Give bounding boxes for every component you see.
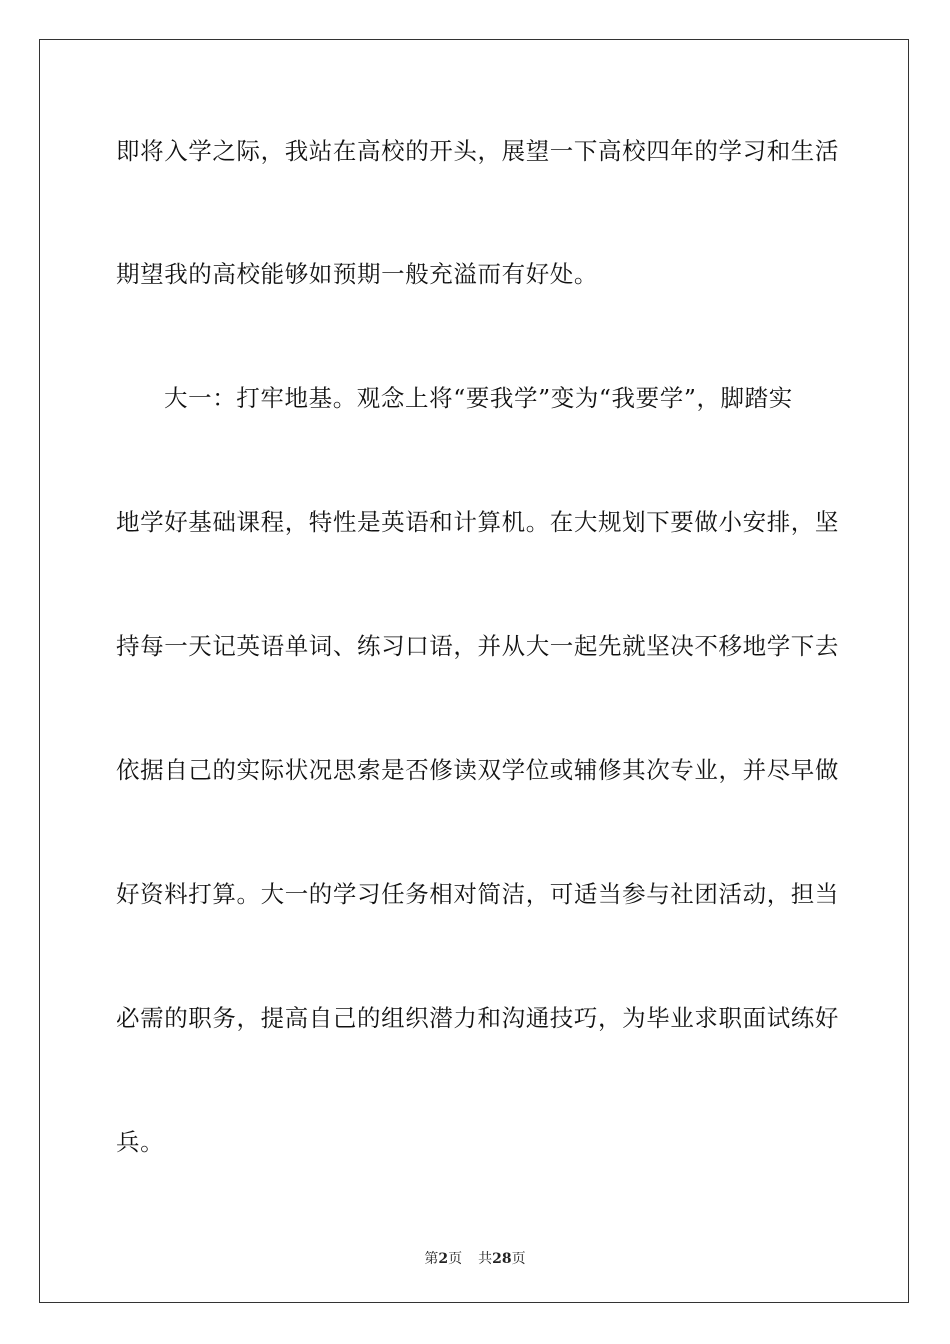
- total-prefix: 共: [478, 1251, 493, 1267]
- body-line-3: 大一：打牢地基。观念上将“要我学”变为“我要学”，脚踏实: [164, 384, 793, 412]
- body-line-7: 好资料打算。大一的学习任务相对简洁，可适当参与社团活动，担当: [116, 880, 839, 908]
- body-line-5: 持每一天记英语单词、练习口语，并从大一起先就坚决不移地学下去: [116, 632, 839, 660]
- total-pages: 28: [492, 1251, 512, 1267]
- body-line-9: 兵。: [116, 1128, 165, 1156]
- body-line-8: 必需的职务，提高自己的组织潜力和沟通技巧，为毕业求职面试练好: [116, 1004, 839, 1032]
- body-line-1: 即将入学之际，我站在高校的开头，展望一下高校四年的学习和生活: [116, 137, 839, 165]
- total-suffix: 页: [511, 1251, 526, 1267]
- body-line-6: 依据自己的实际状况思索是否修读双学位或辅修其次专业，并尽早做: [116, 756, 839, 784]
- page-number: 2: [438, 1251, 449, 1267]
- body-line-2: 期望我的高校能够如预期一般充溢而有好处。: [116, 260, 598, 288]
- page-border: [39, 39, 909, 1303]
- page-prefix: 第: [424, 1251, 439, 1267]
- page-footer: [0, 1248, 950, 1268]
- page-suffix: 页: [448, 1251, 463, 1267]
- body-line-4: 地学好基础课程，特性是英语和计算机。在大规划下要做小安排，坚: [116, 508, 839, 536]
